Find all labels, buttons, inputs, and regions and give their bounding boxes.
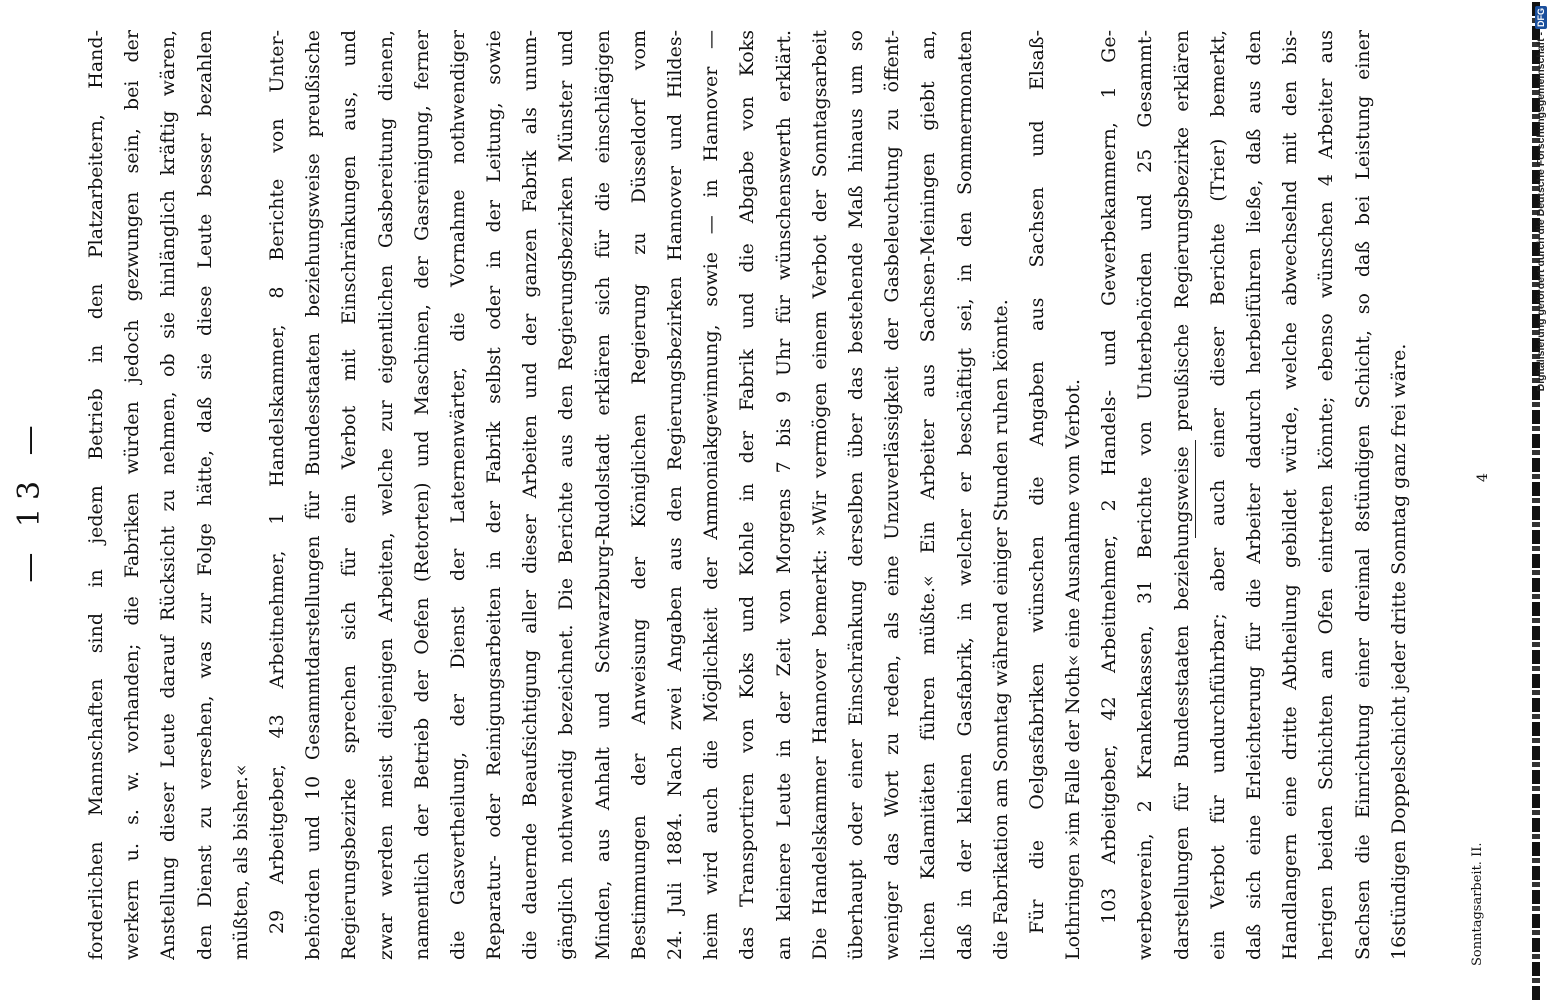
dfg-logo: DFG xyxy=(1536,8,1546,27)
text-line: die dauernde Beaufsichtigung aller dieser Arbeiten und der ganzen Fabrik als unum- xyxy=(519,30,542,960)
text-line: forderlichen Mannschaften sind in jedem Betrieb in den Platzarbeitern, Hand- xyxy=(85,30,107,960)
text-line: Reparatur- oder Reinigungsarbeiten in der Fabrik selbst oder in der Leitung, sowie xyxy=(483,30,506,960)
text-line: Sachsen die Einrichtung einer dreimal 8stündigen Schicht, so daß bei Leistung einer xyxy=(1351,30,1374,960)
text-line: werkern u. s. w. vorhanden; die Fabriken würden jedoch gezwungen sein, bei der xyxy=(121,30,144,960)
text-line: 29 Arbeitgeber, 43 Arbeitnehmer, 1 Handelskammer, 8 Berichte von Unter- xyxy=(265,30,288,934)
funding-note: Digitalisierung gefördert durch die Deutsche Forschungsgemeinschaft - xyxy=(1535,32,1547,392)
text-line: 103 Arbeitgeber, 42 Arbeitnehmer, 2 Handels- und Gewerbekammern, 1 Ge- xyxy=(1098,30,1121,924)
text-line: Die Handelskammer Hannover bemerkt: »Wir vermögen einem Verbot der Sonntagsarbeit xyxy=(808,30,831,960)
text-line: an kleinere Leute in der Zeit von Morgens 7 bis 9 Uhr für wünschenswerth erklärt. xyxy=(772,30,795,960)
text-line: Minden, aus Anhalt und Schwarzburg-Rudolstadt erklären sich für die einschlägigen xyxy=(591,30,614,960)
printer-signature: Sonntagsarbeit. II. xyxy=(1470,842,1485,966)
text-line: behörden und 10 Gesammtdarstellungen für Bundesstaaten beziehungsweise preußische xyxy=(302,30,325,960)
text-line: zwar werden meist diejenigen Arbeiten, welche zur eigentlichen Gasbereitung dienen, xyxy=(374,30,397,960)
text-line: das Transportiren von Koks und Kohle in der Fabrik und die Abgabe von Koks xyxy=(736,30,759,960)
text-line: Für die Oelgasfabriken wünschen die Angaben aus Sachsen und Elsaß- xyxy=(1025,30,1048,934)
text-line: namentlich der Betrieb der Oefen (Retorten) und Maschinen, der Gasreinigung, ferner xyxy=(410,30,433,960)
page-number: — 13 — xyxy=(12,417,47,583)
text-line: müßten, als bisher.« xyxy=(229,764,252,960)
body-text xyxy=(78,30,1417,960)
text-line: lichen Kalamitäten führen müßte.« Ein Arbeiter aus Sachsen-Meiningen giebt an, xyxy=(917,30,940,960)
text-line: 24. Juli 1884. Nach zwei Angaben aus den Regierungsbezirken Hannover und Hildes- xyxy=(664,30,686,960)
text-line: die Gasvertheilung, der Dienst der Laternenwärter, die Vornahme nothwendiger xyxy=(446,30,469,960)
text-line: Lothringen »im Falle der Noth« eine Ausnahme vom Verbot. xyxy=(1062,378,1085,960)
text-line: weniger das Wort zu reden, als eine Unzuverlässigkeit der Gasbeleuchtung zu öffent- xyxy=(881,30,904,960)
text-line: den Dienst zu versehen, was zur Folge hätte, daß sie diese Leute besser bezahlen xyxy=(193,30,216,960)
funding-strip xyxy=(1530,0,1552,1000)
text-line: daß in der kleinen Gasfabrik, in welcher er beschäftigt sei, in den Sommermonaten xyxy=(953,30,976,960)
text-line: heim wird auch die Möglichkeit der Ammoniakgewinnung, sowie — in Hannover — xyxy=(700,30,723,960)
text-line: werbeverein, 2 Krankenkassen, 31 Berichte von Unterbehörden und 25 Gesammt- xyxy=(1134,30,1157,960)
text-line: ein Verbot für undurchführbar; aber auch einer dieser Berichte (Trier) bemerkt, xyxy=(1206,30,1229,960)
text-line: darstellungen für Bundesstaaten beziehungsweise preußische Regierungsbezirke erklären xyxy=(1170,30,1193,960)
text-line: Regierungsbezirke sprechen sich für ein Verbot mit Einschränkungen aus, und xyxy=(338,30,361,960)
section-divider xyxy=(1195,440,1196,538)
text-line: die Fabrikation am Sonntag während einiger Stunden ruhen könnte. xyxy=(989,299,1012,960)
text-line: überhaupt oder einer Einschränkung derselben über das bestehende Maß hinaus um so xyxy=(844,30,867,960)
text-line: Handlangern eine dritte Abtheilung gebildet würde, welche abwechselnd mit den bis- xyxy=(1279,30,1302,960)
text-line: 16stündigen Doppelschicht jeder dritte Sonntag ganz frei wäre. xyxy=(1387,343,1410,960)
sheet-mark: 4 xyxy=(1475,473,1491,482)
text-line: daß sich eine Erleichterung für die Arbeiter dadurch herbeiführen ließe, daß aus den xyxy=(1243,30,1265,960)
text-line: Bestimmungen der Anweisung der Königlichen Regierung zu Düsseldorf vom xyxy=(627,30,650,960)
text-line: gänglich nothwendig bezeichnet. Die Berichte aus den Regierungsbezirken Münster und xyxy=(555,30,578,960)
text-line: Anstellung dieser Leute darauf Rücksicht zu nehmen, ob sie hinlänglich kräftig wären, xyxy=(157,30,180,960)
text-line: herigen beiden Schichten am Ofen eintreten könnte; ebenso wünschen 4 Arbeiter aus xyxy=(1315,30,1338,960)
